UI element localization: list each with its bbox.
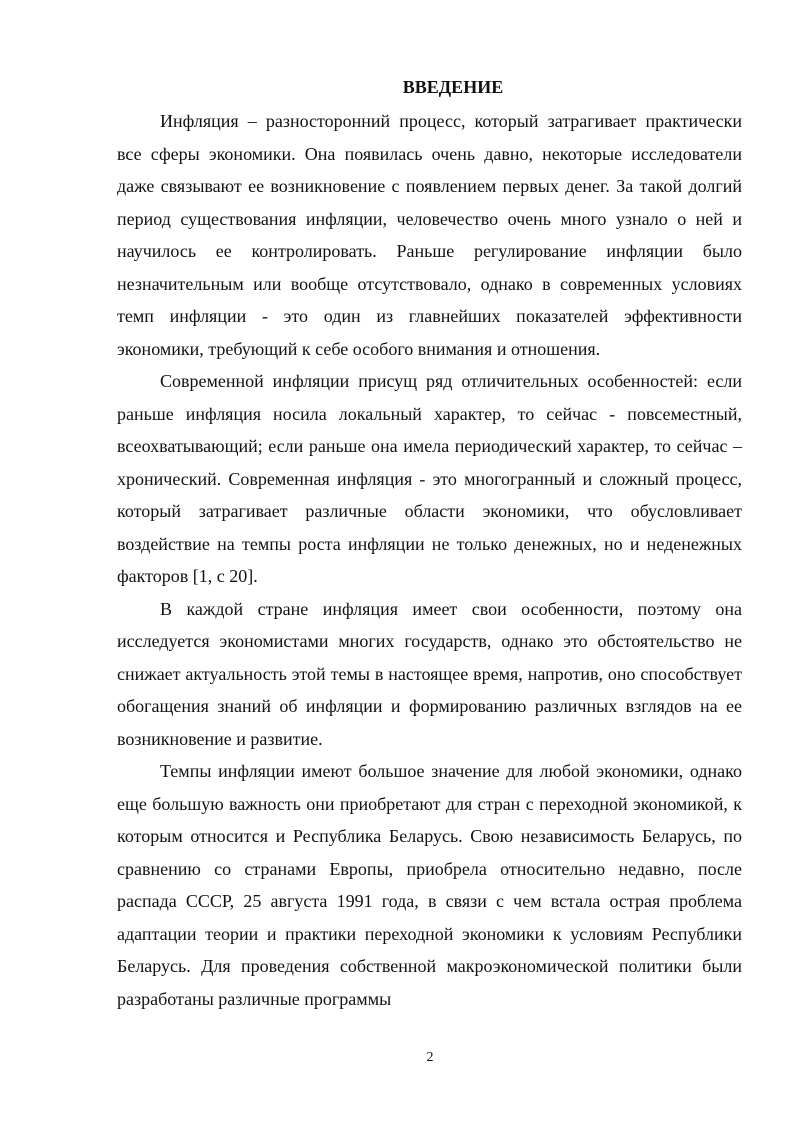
paragraph-1: Инфляция – разносторонний процесс, который затрагивает практически все сферы экономики. Она появилась очень давно, некоторые исследователи даже связывают ее возникновение с появлением первых денег. За такой долгий период существования инфляции, человечество очень много узнало о ней и научилось ее контролировать. Раньше регулирование инфляции было незначительным или вообще отсутствовало, однако в современных условиях темп инфляции - это один из главнейших показателей эффективности экономики, требующий к себе особого внимания и отношения. (117, 111, 742, 359)
paragraph-2: Современной инфляции присущ ряд отличительных особенностей: если раньше инфляция носила локальный характер, то сейчас - повсеместный, всеохватывающий; если раньше она имела периодический характер, то сейчас – хронический. Современная инфляция - это многогранный и сложный процесс, который затрагивает различные области экономики, что обусловливает воздействие на темпы роста инфляции не только денежных, но и неденежных факторов [1, с 20]. (117, 371, 742, 586)
page-number: 2 (426, 1050, 434, 1065)
page-title: ВВЕДЕНИЕ (402, 77, 504, 97)
body-text (117, 105, 742, 1015)
paragraph-4: Темпы инфляции имеют большое значение для любой экономики, однако еще большую важность они приобретают для стран с переходной экономикой, к которым относится и Республика Беларусь. Свою независимость Беларусь, по сравнению со странами Европы, приобрела относительно недавно, после распада СССР, 25 августа 1991 года, в связи с чем встала острая проблема адаптации теории и практики переходной экономики к условиям Республики Беларусь. Для проведения собственной макроэкономической политики были разработаны различные программы (117, 761, 742, 1009)
paragraph-3: В каждой стране инфляция имеет свои особенности, поэтому она исследуется экономистами многих государств, однако это обстоятельство не снижает актуальность этой темы в настоящее время, напротив, оно способствует обогащения знаний об инфляции и формированию различных взглядов на ее возникновение и развитие. (117, 598, 742, 749)
